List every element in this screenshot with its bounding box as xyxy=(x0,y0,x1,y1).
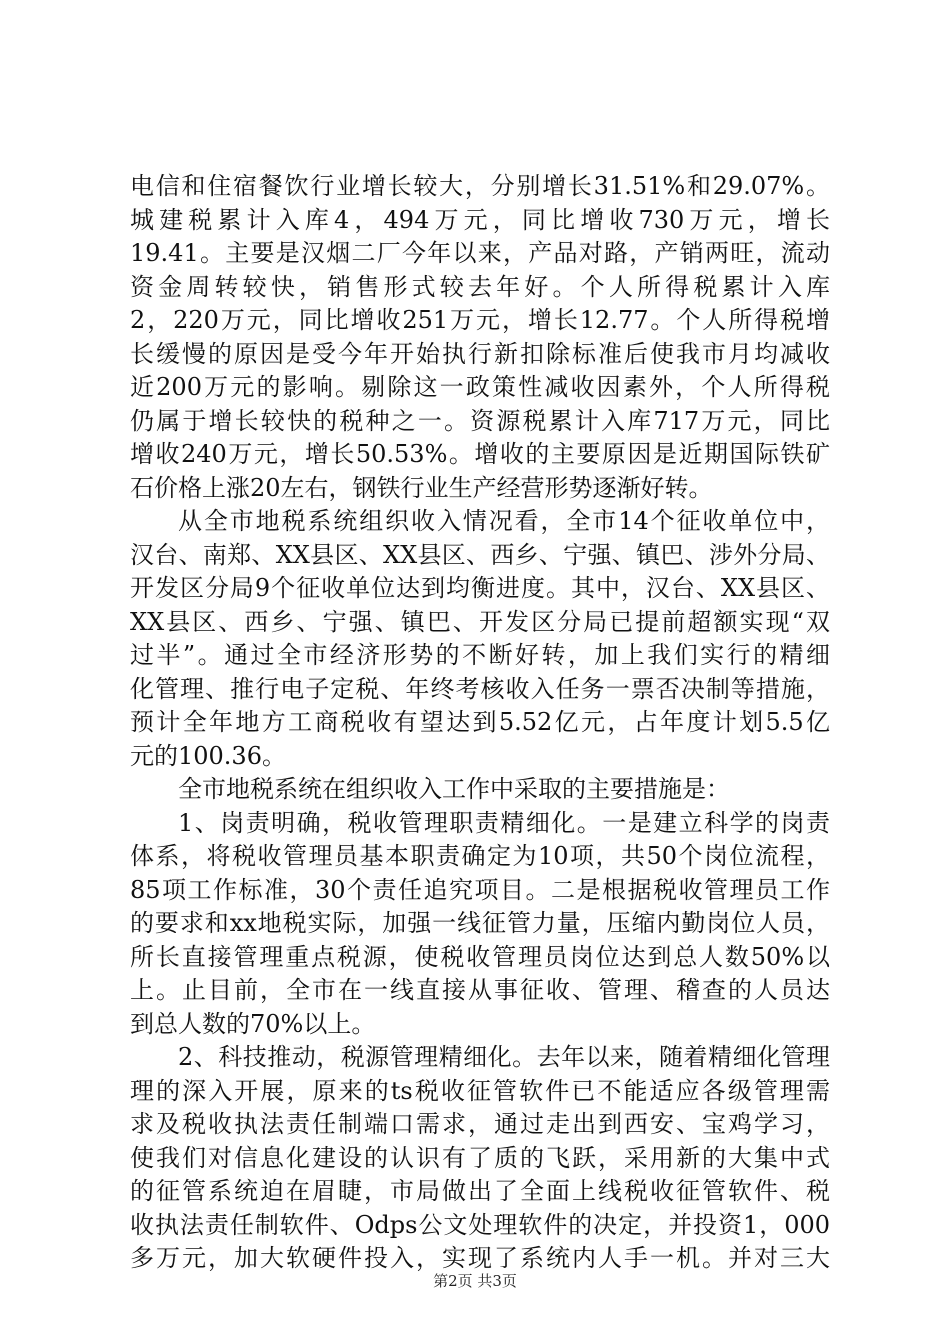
text-line: 汉台、南郑、XX县区、XX县区、西乡、宁强、镇巴、涉外分局、 xyxy=(130,540,830,569)
text-line: 从全市地税系统组织收入情况看，全市14个征收单位中， xyxy=(178,507,830,535)
text-line: 仍属于增长较快的税种之一。资源税累计入库717万元，同比 xyxy=(130,406,830,435)
text-line: 多万元，加大软硬件投入，实现了系统内人手一机。并对三大 xyxy=(130,1244,830,1272)
text-line: 19.41。主要是汉烟二厂今年以来，产品对路，产销两旺，流动 xyxy=(130,239,830,267)
text-line: 理的深入开展，原来的ts税收征管软件已不能适应各级管理需 xyxy=(130,1076,830,1105)
text-line: 1、岗责明确，税收管理职责精细化。一是建立科学的岗责 xyxy=(178,808,830,837)
text-line: 2、科技推动，税源管理精细化。去年以来，随着精细化管理 xyxy=(178,1043,830,1071)
text-line: 2，220万元，同比增收251万元，增长12.77。个人所得税增 xyxy=(130,306,830,334)
text-line: 到总人数的70%以上。 xyxy=(130,1009,376,1038)
text-line: 所长直接管理重点税源，使税收管理员岗位达到总人数50%以 xyxy=(130,942,830,971)
text-line: 过半”。通过全市经济形势的不断好转，加上我们实行的精细 xyxy=(130,641,830,669)
text-line: 近200万元的影响。剔除这一政策性减收因素外，个人所得税 xyxy=(130,373,830,401)
text-line: 开发区分局9个征收单位达到均衡进度。其中，汉台、XX县区、 xyxy=(130,574,830,602)
text-line: 收执法责任制软件、Odps公文处理软件的决定，并投资1，000 xyxy=(130,1210,830,1239)
text-line: 全市地税系统在组织收入工作中采取的主要措施是： xyxy=(178,775,730,803)
text-line: 城建税累计入库4，494万元，同比增收730万元，增长 xyxy=(130,205,830,234)
page-footer: 第2页 共3页 xyxy=(433,1272,517,1290)
text-line: 资金周转较快，销售形式较去年好。个人所得税累计入库 xyxy=(130,272,830,301)
text-line: 元的100.36。 xyxy=(130,741,286,770)
text-line: 体系，将税收管理员基本职责确定为10项，共50个岗位流程， xyxy=(130,842,830,870)
text-line: XX县区、西乡、宁强、镇巴、开发区分局已提前超额实现“双 xyxy=(130,607,830,636)
text-line: 的征管系统迫在眉睫，市局做出了全面上线税收征管软件、税 xyxy=(130,1177,830,1205)
text-line: 求及税收执法责任制端口需求，通过走出到西安、宝鸡学习， xyxy=(130,1110,830,1138)
text-line: 85项工作标准，30个责任追究项目。二是根据税收管理员工作 xyxy=(130,875,830,904)
text-line: 长缓慢的原因是受今年开始执行新扣除标准后使我市月均减收 xyxy=(130,339,830,368)
text-line: 石价格上涨20左右，钢铁行业生产经营形势逐渐好转。 xyxy=(130,473,713,502)
text-line: 化管理、推行电子定税、年终考核收入任务一票否决制等措施， xyxy=(130,674,830,703)
text-line: 的要求和xx地税实际，加强一线征管力量，压缩内勤岗位人员， xyxy=(130,909,830,937)
body-text xyxy=(130,170,830,1276)
text-line: 预计全年地方工商税收有望达到5.52亿元，占年度计划5.5亿 xyxy=(130,708,830,736)
text-line: 上。止目前，全市在一线直接从事征收、管理、稽查的人员达 xyxy=(130,976,830,1004)
text-line: 增收240万元，增长50.53%。增收的主要原因是近期国际铁矿 xyxy=(130,440,830,468)
text-line: 电信和住宿餐饮行业增长较大，分别增长31.51%和29.07%。 xyxy=(130,172,830,200)
text-line: 使我们对信息化建设的认识有了质的飞跃，采用新的大集中式 xyxy=(130,1143,830,1172)
